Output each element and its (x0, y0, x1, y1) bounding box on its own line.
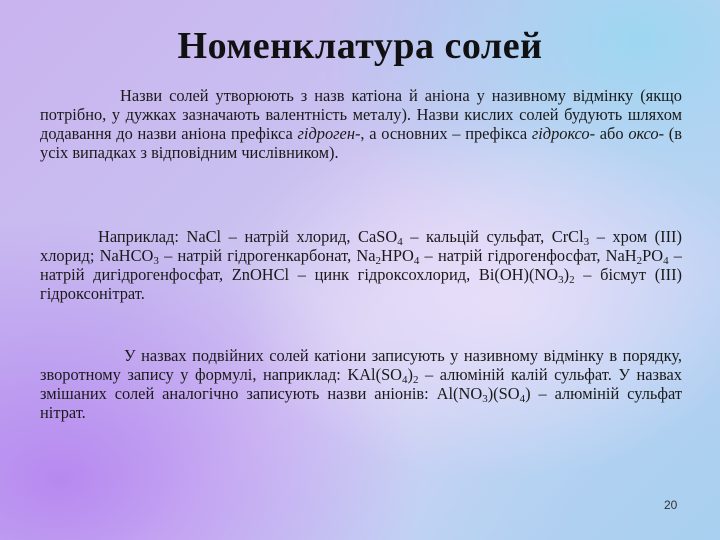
prefix-oxo: оксо- (628, 124, 665, 143)
p2-text: – хром (III) хлорид; NaHCO (40, 227, 682, 265)
paragraph-examples (40, 227, 682, 303)
p2-text: HPO (381, 246, 414, 265)
subscript: 2 (413, 374, 419, 386)
paragraph-double-salts (40, 346, 682, 422)
subscript: 4 (519, 393, 526, 405)
prefix-hydrogen: гідроген- (297, 124, 361, 143)
subscript: 4 (402, 374, 408, 386)
p2-text: – натрій дигідрогенфосфат, ZnOHCl – цинк гідроксохлорид, Bi(OH)(NO (40, 246, 682, 284)
p2-text: – натрій гідрогенфосфат, NaH (419, 246, 637, 265)
p1-text-c: або (595, 124, 629, 143)
subscript: 4 (663, 255, 669, 267)
subscript: 2 (375, 255, 382, 267)
subscript: 2 (569, 274, 575, 286)
subscript: 4 (413, 255, 420, 267)
paragraph-definition (40, 86, 682, 162)
subscript: 3 (583, 236, 590, 248)
p3-text: ) – алюміній сульфат нітрат. (40, 384, 682, 422)
p3-text: )(SO (487, 384, 520, 403)
subscript: 3 (482, 393, 488, 405)
p1-text-a: Назви солей утворюють з назв катіона й аніона у називному відмінку (якщо потрібно, у дужках зазначають валентність металу). Назви кислих солей будують шляхом додавання до назви аніона префікса (40, 86, 682, 143)
p3-text: У назвах подвійних солей катіони записують у називному відмінку в порядку, зворотному запису у формулі, наприклад: KAl(SO (40, 346, 682, 384)
subscript: 2 (636, 255, 643, 267)
p3-text: ) (407, 365, 413, 384)
p2-text: Наприклад: NaCl – натрій хлорид, CaSO (98, 227, 398, 246)
page-number: 20 (664, 498, 678, 512)
p2-text: – натрій гідрогенкарбонат, Na (158, 246, 376, 265)
p2-text: – бісмут (III) гідроксонітрат. (40, 265, 683, 303)
p2-text: ) (563, 265, 570, 284)
p1-text-d: (в усіх випадках з відповідним числівником). (40, 124, 682, 162)
p2-text: PO (642, 246, 664, 265)
prefix-hydroxo: гідроксо- (531, 124, 596, 143)
p1-text-b: , а основних – префікса (360, 124, 532, 143)
p2-text: – кальцій сульфат, CrCl (402, 227, 584, 246)
slide-title: Номенклатура солей (177, 25, 543, 67)
p3-text: – алюміній калій сульфат. У назвах змішаних солей аналогічно записують назви аніонів: Al(NO (40, 365, 682, 403)
subscript: 4 (397, 236, 403, 248)
subscript: 3 (558, 274, 564, 286)
subscript: 3 (153, 255, 159, 267)
